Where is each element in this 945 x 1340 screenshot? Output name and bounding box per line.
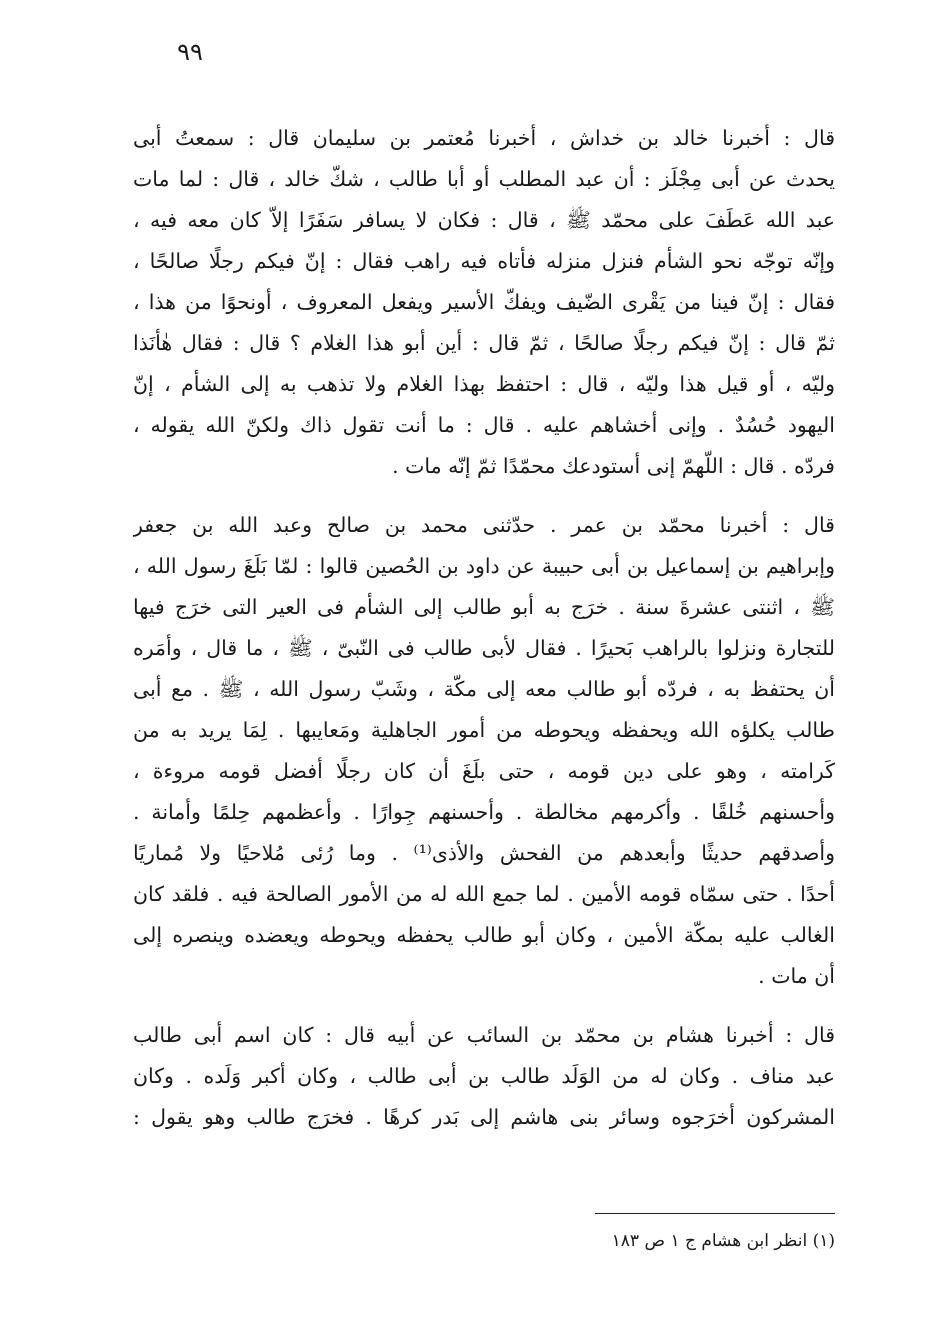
- text-line: فردّه . قال : اللّهمّ إنى أستودعك محمّدًا ثمّ إنّه مات .: [392, 454, 835, 478]
- text-line: وإبراهيم بن إسماعيل بن أبى حبيبة عن داود بن الحُصين قالوا : لمّا بَلَغَ رسول الله ،: [133, 554, 835, 578]
- paragraph-1: [133, 118, 835, 487]
- text-line: الغالب عليه بمكّة الأمين ، وكان أبو طالب يحفظه ويحوطه ويعضده وينصره إلى: [133, 923, 835, 947]
- text-line: وأحسنهم خُلقًا . وأكرمهم مخالطة . وأحسنهم جِوارًا . وأعظمهم حِلمًا وأمانة .: [133, 800, 835, 824]
- text-line: أن مات .: [758, 964, 835, 988]
- text-line: عبد الله عَطَفَ على محمّد ﷺ ، قال : فكان لا يسافر سَفَرًا إلاّ كان معه فيه ،: [133, 208, 835, 232]
- text-line: ثمّ قال : إنّ فيكم رجلًا صالحًا ، ثمّ قال : أين أبو هذا الغلام ؟ قال : فقال هٰأنَذا: [133, 331, 835, 355]
- text-line: طالب يكلؤه الله ويحفظه ويحوطه من أمور الجاهلية ومَعايبها . لِمَا يريد به من: [133, 718, 835, 742]
- footnote-divider: [595, 1213, 835, 1214]
- text-line: عبد مناف . وكان له من الوَلَد طالب بن أبى طالب ، وكان أكبر وَلَده . وكان: [133, 1064, 835, 1088]
- footnote: (١) انظر ابن هشام ج ١ ص ١٨٣: [611, 1231, 835, 1251]
- body-text: [133, 118, 835, 1156]
- paragraph-3: [133, 1015, 835, 1138]
- text-line: قال : أخبرنا هشام بن محمّد بن السائب عن أبيه قال : كان اسم أبى طالب: [133, 1023, 835, 1047]
- text-line: كَرامته ، وهو على دين قومه ، حتى بلَغَ أن كان رجلًا أفضل قومه مروءة ،: [133, 759, 835, 783]
- text-line: ﷺ ، اثنتى عشرةَ سنة . خرَج به أبو طالب إلى الشأم فى العير التى خرَج فيها: [133, 595, 835, 619]
- text-line: يحدث عن أبى مِجْلَز : أن عبد المطلب أو أبا طالب ، شكّ خالد ، قال : لما مات: [133, 167, 835, 191]
- text-line: للتجارة ونزلوا بالراهب بَحيرًا . فقال لأبى طالب فى النّبىّ ، ﷺ ، ما قال ، وأمَره: [133, 636, 835, 660]
- text-line: وإنّه توجّه نحو الشأم فنزل منزله فأتاه فيه راهب فقال : إنّ فيكم رجلًا صالحًا ،: [133, 249, 835, 273]
- text-line: وأصدقهم حديثًا وأبعدهم من الفحش والأذى⁽¹⁾ . وما رُئى مُلاحيًا ولا مُماريًا: [133, 841, 835, 865]
- text-line: فقال : إنّ فينا من يَقْرى الضّيف ويفكّ الأسير ويفعل المعروف ، أونحوًا من هذا ،: [133, 290, 835, 314]
- page-number: ٩٩: [177, 38, 203, 66]
- text-line: قال : أخبرنا محمّد بن عمر . حدّثنى محمد بن صالح وعبد الله بن جعفر: [133, 513, 835, 537]
- text-line: أن يحتفظ به ، فردّه أبو طالب معه إلى مكّة ، وشَبّ رسول الله ، ﷺ . مع أبى: [133, 677, 835, 701]
- text-line: اليهود حُسُدٌ . وإنى أخشاهم عليه . قال : ما أنت تقول ذاك ولكنّ الله يقوله ،: [133, 413, 835, 437]
- text-line: قال : أخبرنا خالد بن خداش ، أخبرنا مُعتمر بن سليمان قال : سمعتُ أبى: [133, 126, 835, 150]
- text-line: المشركون أخرَجوه وسائر بنى هاشم إلى بَدر كرهًا . فخرَج طالب وهو يقول :: [133, 1105, 835, 1129]
- paragraph-2: [133, 505, 835, 997]
- text-line: أحدًا . حتى سمّاه قومه الأمين . لما جمع الله له من الأمور الصالحة فيه . فلقد كان: [133, 882, 835, 906]
- text-line: وليّه ، أو قيل هذا وليّه ، قال : احتفظ بهذا الغلام ولا تذهب به إلى الشأم ، إنّ: [133, 372, 835, 396]
